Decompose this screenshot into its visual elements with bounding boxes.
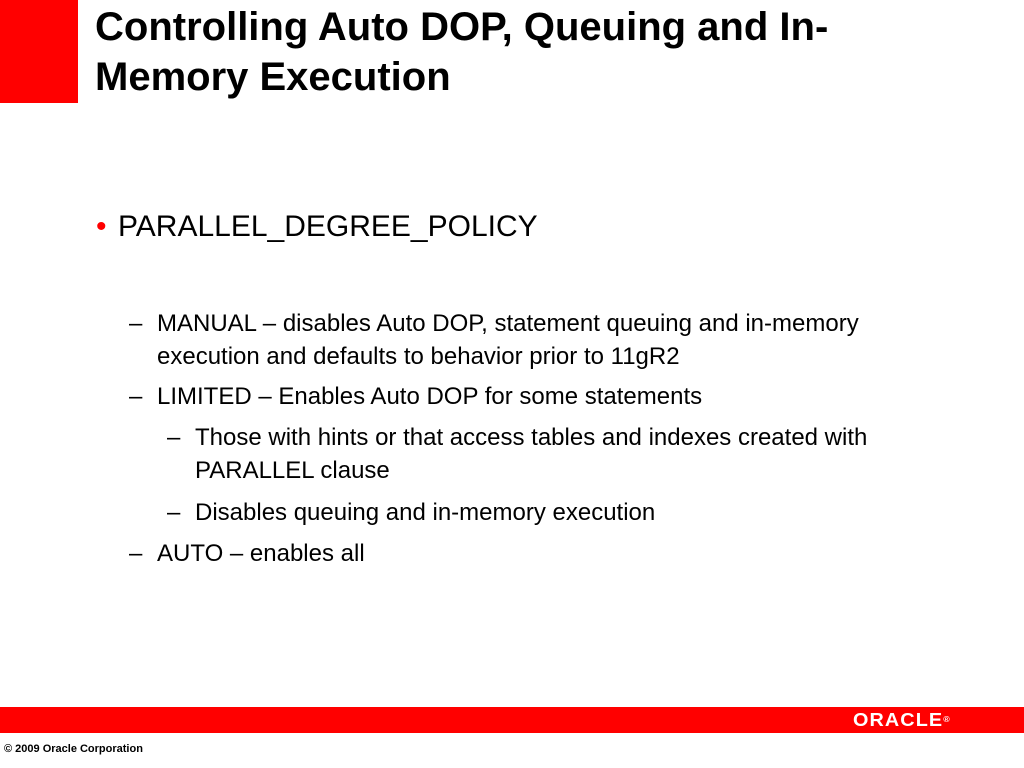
sub-bullet-limited — [129, 380, 899, 413]
dash-marker: – — [129, 540, 143, 567]
sub-bullet-text: LIMITED – Enables Auto DOP for some statements — [157, 383, 703, 410]
sub-sub-bullet-hints — [167, 421, 887, 487]
logo-text: ORACLE — [853, 710, 944, 730]
sub-sub-bullet-text: Those with hints or that access tables and indexes created with PARALLEL clause — [195, 424, 868, 484]
bullet-text: PARALLEL_DEGREE_POLICY — [118, 210, 538, 243]
sub-bullet-text: AUTO – enables all — [157, 540, 365, 567]
copyright-notice: © 2009 Oracle Corporation — [4, 743, 143, 755]
sub-bullet-text: MANUAL – disables Auto DOP, statement queuing and in-memory execution and defaults to behavior prior to 11gR2 — [157, 310, 859, 370]
dash-marker: – — [167, 424, 181, 451]
dash-marker: – — [129, 383, 143, 410]
oracle-logo — [853, 710, 974, 730]
bullet-marker: • — [96, 210, 107, 243]
dash-marker: – — [129, 310, 143, 337]
bullet-parallel-degree-policy — [96, 208, 538, 246]
sub-bullet-manual — [129, 307, 899, 373]
slide-title: Controlling Auto DOP, Queuing and In-Memory Execution — [95, 5, 829, 99]
registered-mark: ® — [943, 715, 950, 724]
dash-marker: – — [167, 499, 181, 526]
sub-sub-bullet-text: Disables queuing and in-memory execution — [195, 499, 656, 526]
sub-sub-bullet-disables — [167, 496, 887, 529]
sub-bullet-auto — [129, 537, 899, 570]
